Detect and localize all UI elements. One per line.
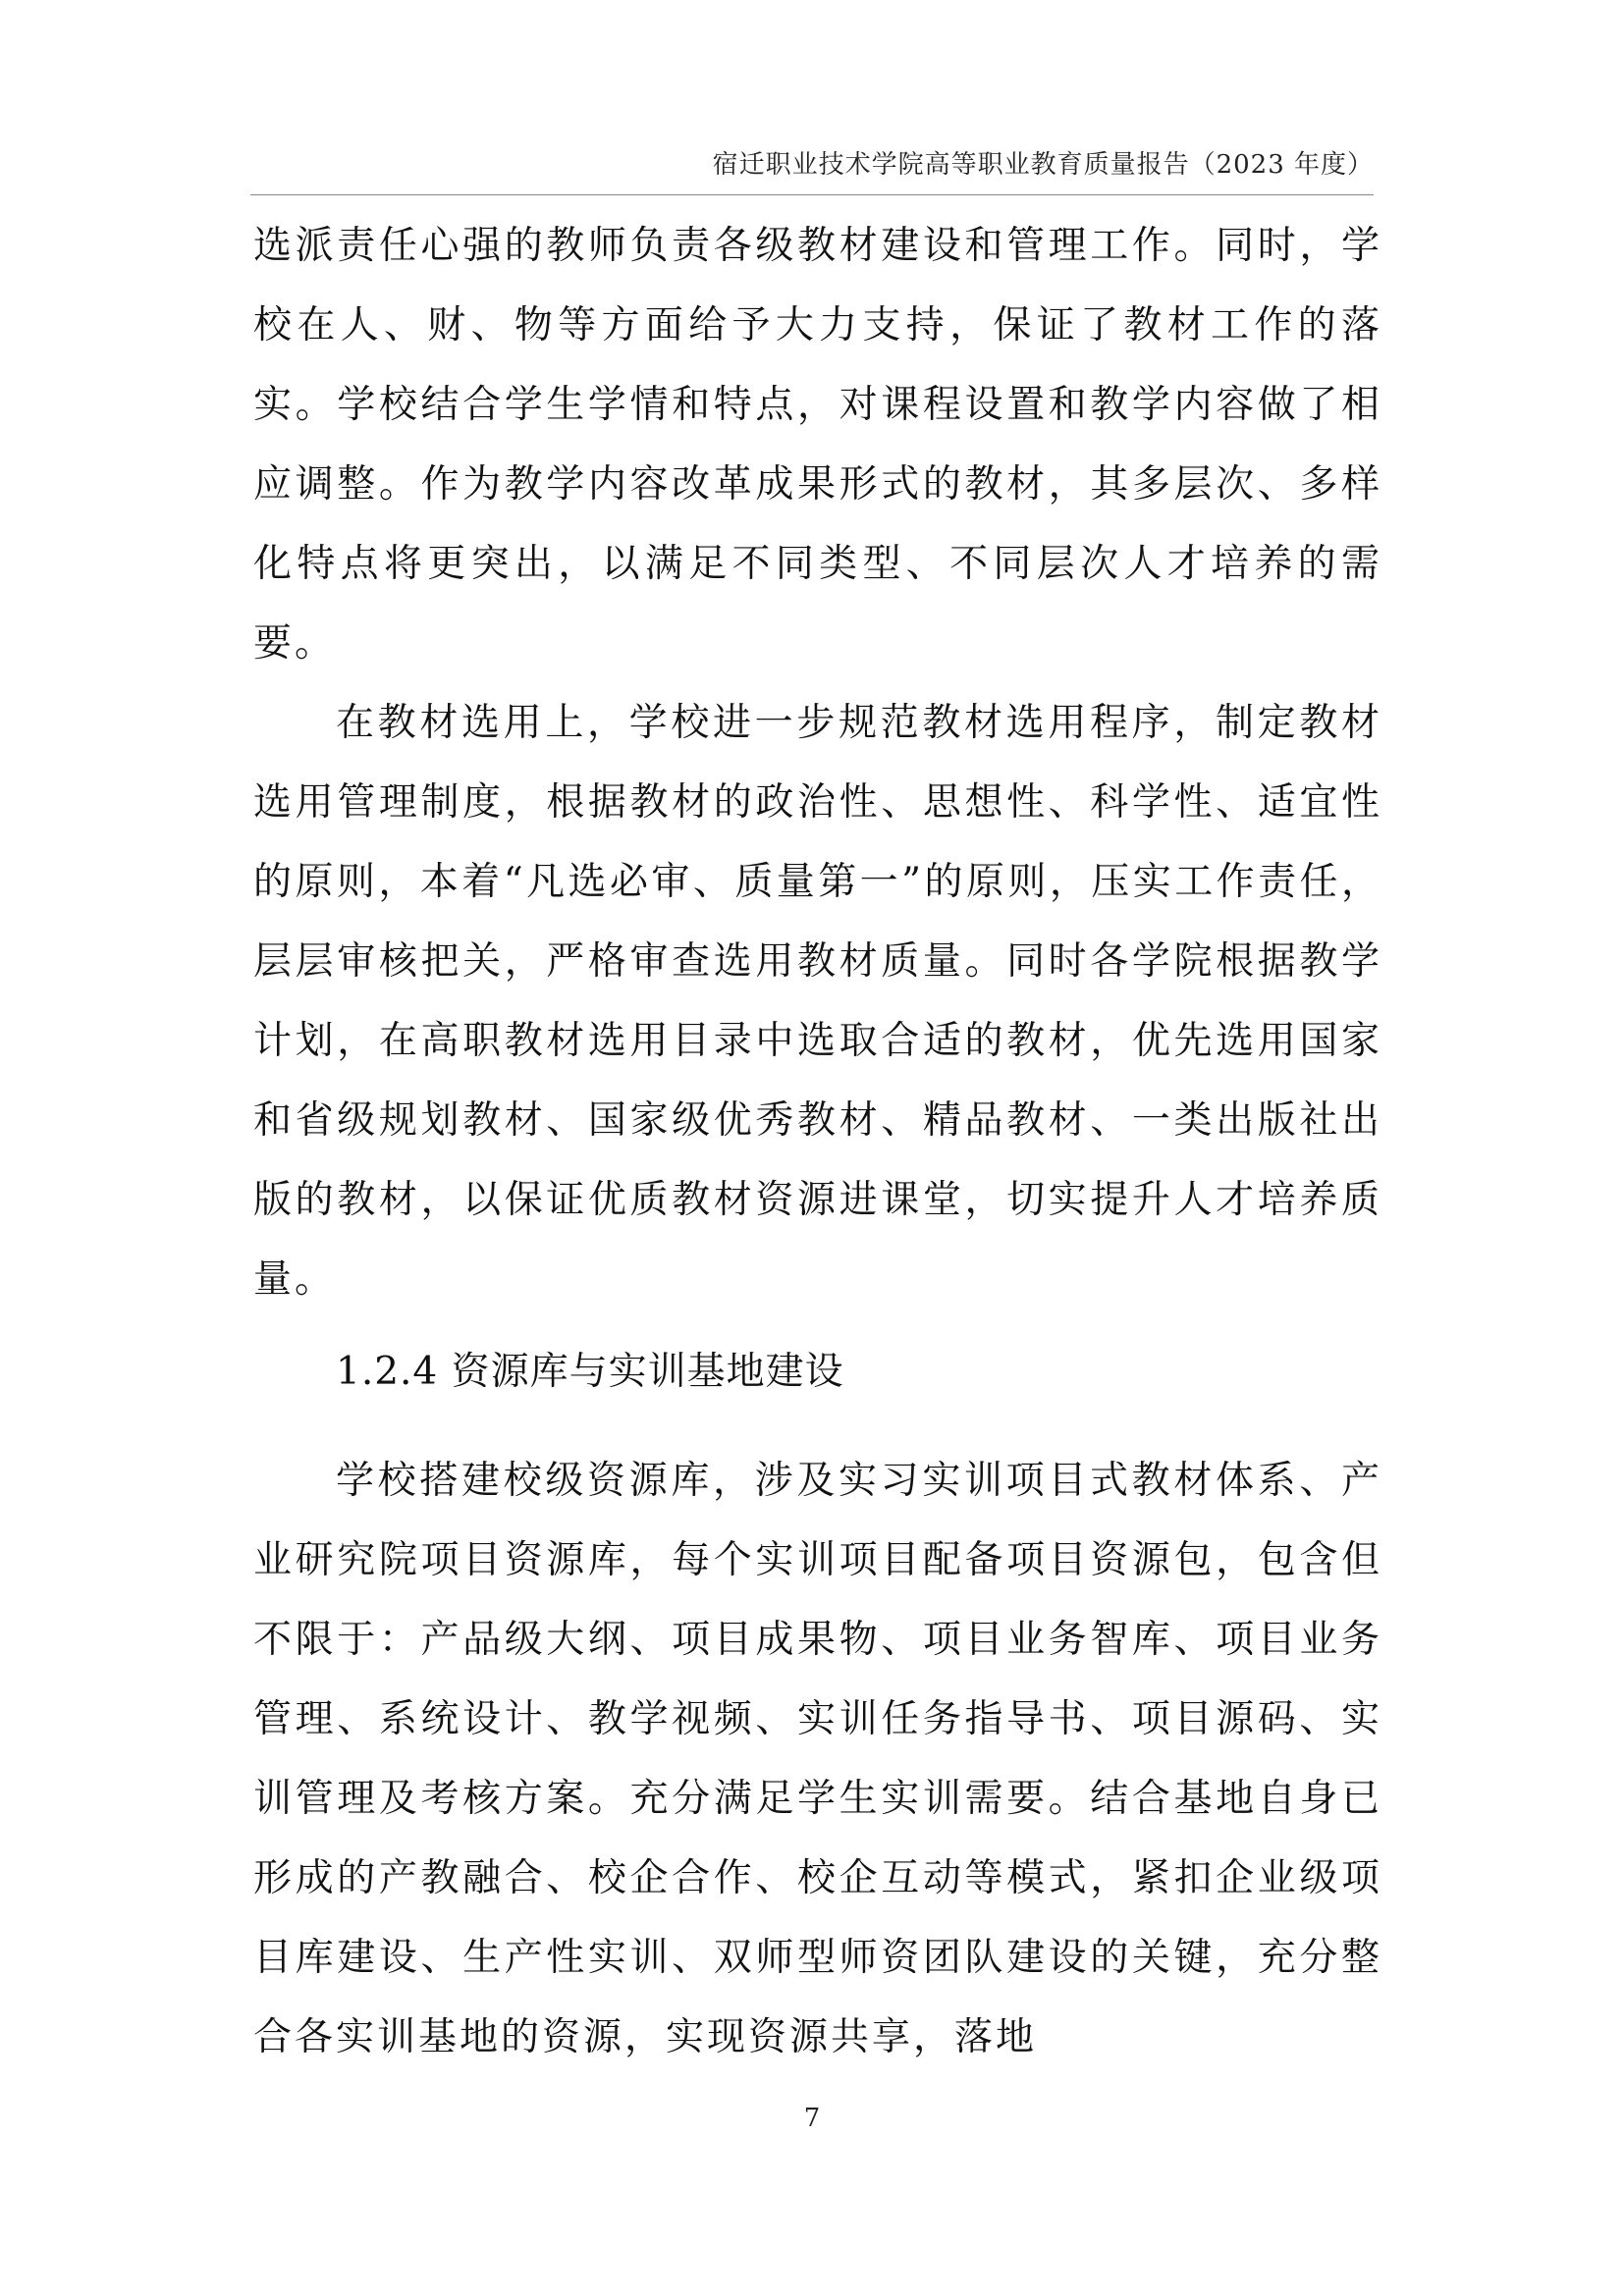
- paragraph-resource-library: 学校搭建校级资源库，涉及实习实训项目式教材体系、产业研究院项目资源库，每个实训项目配备项目资源包，包含但不限于：产品级大纲、项目成果物、项目业务智库、项目业务管理、系统设计、教学视频、实训任务指导书、项目源码、实训管理及考核方案。充分满足学生实训需要。结合基地自身已形成的产教融合、校企合作、校企互动等模式，紧扣企业级项目库建设、生产性实训、双师型师资团队建设的关键，充分整合各实训基地的资源，实现资源共享，落地: [253, 1459, 1382, 2059]
- paragraph-textbook-selection: 在教材选用上，学校进一步规范教材选用程序，制定教材选用管理制度，根据教材的政治性、思想性、科学性、适宜性的原则，本着“凡选必审、质量第一”的原则，压实工作责任，层层审核把关，严格审查选用教材质量。同时各学院根据教学计划，在高职教材选用目录中选取合适的教材，优先选用国家和省级规划教材、国家级优秀教材、精品教材、一类出版社出版的教材，以保证优质教材资源进课堂，切实提升人才培养质量。: [253, 701, 1382, 1302]
- page-number: 7: [803, 2104, 821, 2133]
- body-content: [253, 206, 1382, 2077]
- running-header: 宿迁职业技术学院高等职业教育质量报告（2023 年度）: [712, 150, 1374, 180]
- header-rule: [250, 194, 1374, 195]
- paragraph-continued: 选派责任心强的教师负责各级教材建设和管理工作。同时，学校在人、财、物等方面给予大力支持，保证了教材工作的落实。学校结合学生学情和特点，对课程设置和教学内容做了相应调整。作为教学内容改革成果形式的教材，其多层次、多样化特点将更突出，以满足不同类型、不同层次人才培养的需要。: [253, 224, 1382, 666]
- section-heading: 1.2.4 资源库与实训基地建设: [336, 1350, 844, 1394]
